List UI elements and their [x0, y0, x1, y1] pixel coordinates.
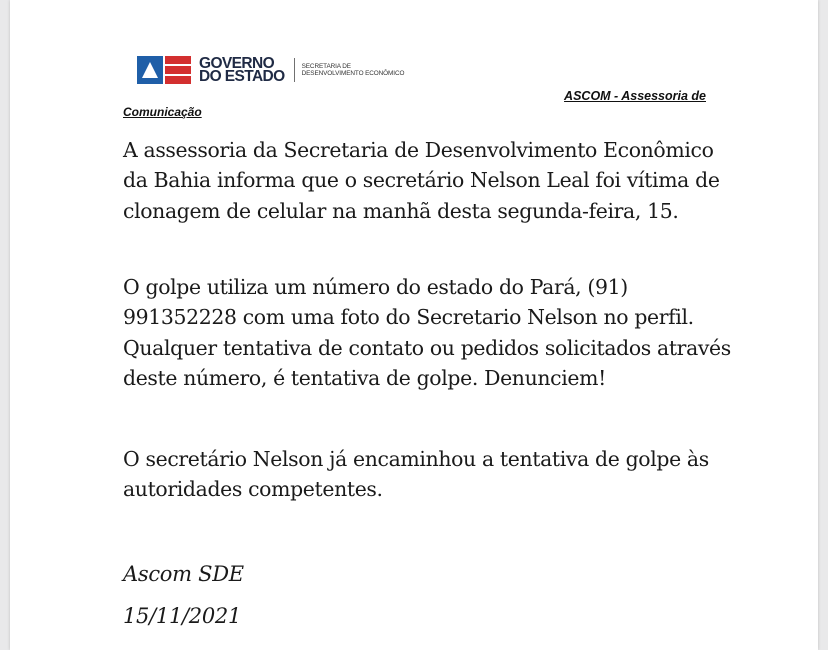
signature-date: 15/11/2021 [123, 604, 242, 628]
document-page [10, 0, 818, 650]
ascom-heading: ASCOM - Assessoria de [564, 89, 706, 103]
logo-line-2: DO ESTADO [199, 68, 285, 85]
comunicacao-heading: Comunicação [123, 105, 202, 119]
paragraph-3: O secretário Nelson já encaminhou a tentativa de golpe às autoridades competentes. [123, 447, 709, 502]
bahia-flag-icon [137, 56, 191, 84]
logo-wordmark [199, 57, 285, 83]
paragraph-1: A assessoria da Secretaria de Desenvolvimento Econômico da Bahia informa que o secretário Nelson Leal foi vítima de clonagem de celular na manhã desta segunda-feira, 15. [123, 138, 720, 223]
secretariat-line-2: DESENVOLVIMENTO ECONÔMICO [301, 70, 405, 77]
logo-line-1: GOVERNO [199, 55, 275, 72]
paragraph-2: O golpe utiliza um número do estado do Pará, (91) 991352228 com uma foto do Secretario Nelson no perfil. Qualquer tentativa de contato ou pedidos solicitados através deste número, é tentativa de golpe. Denunciem! [123, 275, 731, 390]
signature-name: Ascom SDE [123, 562, 244, 586]
secretariat-line-1: SECRETARIA DE [301, 63, 351, 70]
logo-divider [294, 58, 295, 82]
government-logo [137, 56, 404, 84]
secretariat-label [302, 63, 405, 77]
